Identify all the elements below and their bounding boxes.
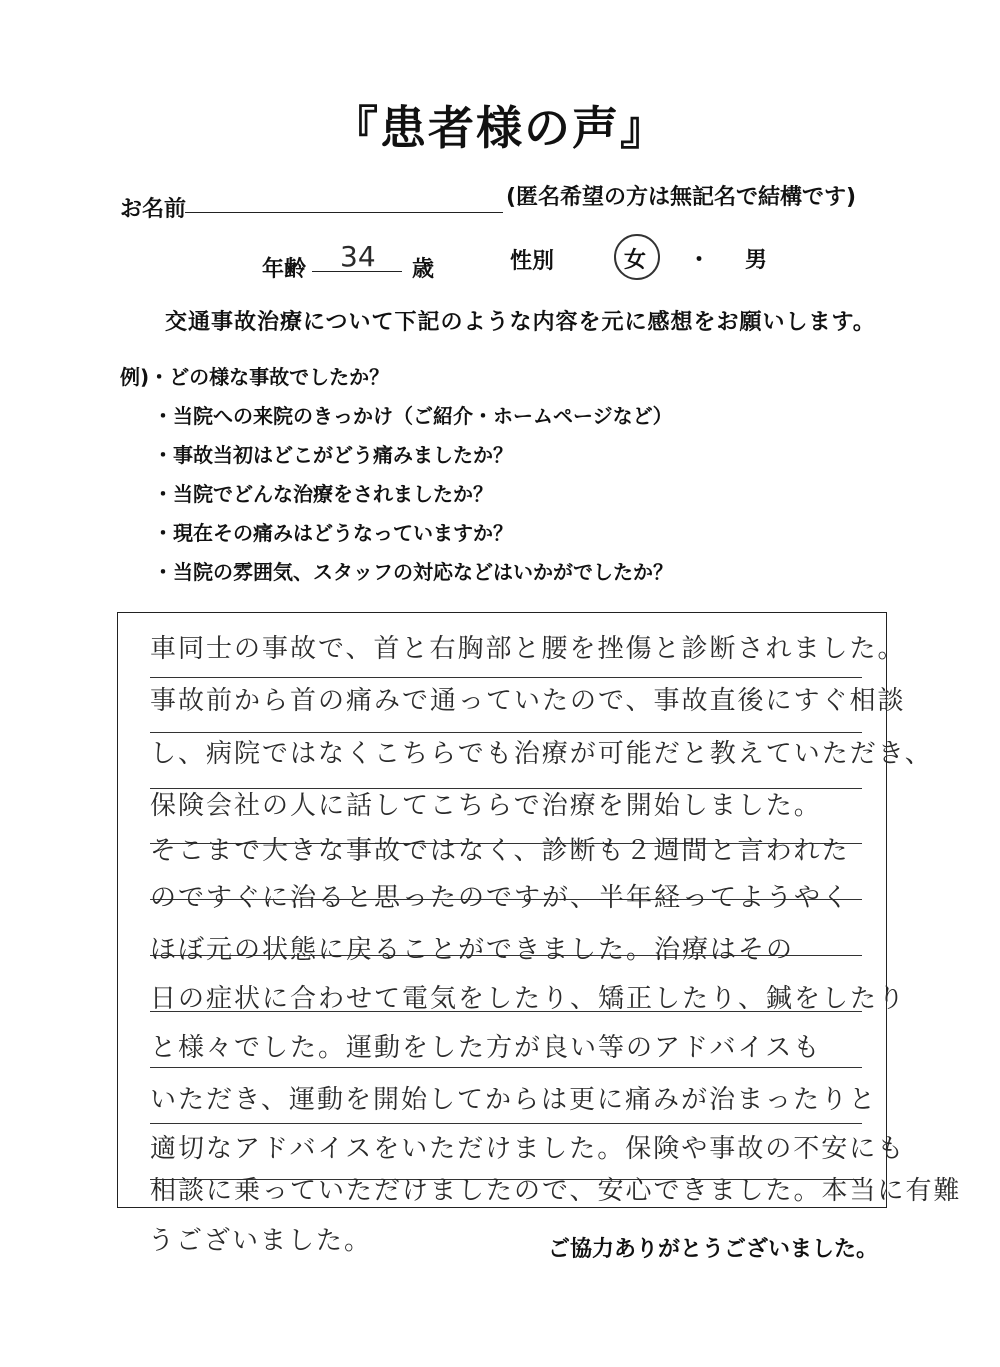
form-title: 『患者様の声』	[332, 101, 668, 155]
response-line: 事故前から首の痛みで通っていたので、事故直後にすぐ相談	[150, 686, 906, 716]
response-line: 保険会社の人に話してこちらで治療を開始しました。	[150, 791, 822, 821]
age-unit: 歳	[412, 257, 435, 282]
ruled-line	[150, 1067, 862, 1068]
example-item: ・現在その痛みはどうなっていますか？	[153, 521, 513, 545]
response-line: 適切なアドバイスをいただけました。保険や事故の不安にも	[150, 1134, 906, 1164]
gender-separator: ・	[688, 248, 711, 273]
response-line: し、病院ではなくこちらでも治療が可能だと教えていただき、	[150, 739, 933, 769]
response-line: と様々でした。運動をした方が良い等のアドバイスも	[150, 1033, 822, 1063]
examples-prefix: 例)	[120, 365, 150, 389]
response-line: 相談に乗っていただけましたので、安心できました。本当に有難	[150, 1176, 962, 1206]
gender-female-option[interactable]: 女	[624, 248, 647, 273]
example-questions	[120, 358, 673, 592]
response-line: うございました。	[148, 1226, 373, 1256]
example-item: ・当院への来院のきっかけ（ご紹介・ホームページなど）	[153, 404, 673, 428]
name-field[interactable]	[185, 212, 503, 213]
name-label: お名前	[120, 197, 187, 222]
example-item: ・当院でどんな治療をされましたか？	[153, 482, 493, 506]
age-value: 34	[340, 240, 376, 273]
response-line: ほぼ元の状態に戻ることができました。治療はその	[150, 935, 795, 965]
ruled-line	[150, 677, 862, 678]
example-item: ・事故当初はどこがどう痛みましたか？	[153, 443, 513, 467]
response-line: のですぐに治ると思ったのですが、半年経ってようやく	[150, 883, 851, 913]
example-text: ・どの様な事故でしたか？	[149, 365, 390, 389]
ruled-line	[150, 1123, 862, 1124]
response-line: 日の症状に合わせて電気をしたり、矯正したり、鍼をしたり	[150, 984, 907, 1014]
anonymous-note: (匿名希望の方は無記名で結構です)	[506, 185, 857, 210]
thanks-message: ご協力ありがとうございました。	[548, 1237, 879, 1262]
response-line: そこまで大きな事故ではなく、診断も２週間と言われた	[150, 836, 850, 866]
response-line: いただき、運動を開始してからは更に痛みが治まったりと	[150, 1085, 877, 1115]
example-item	[120, 358, 673, 397]
gender-male-option[interactable]: 男	[745, 248, 768, 273]
gender-label: 性別	[510, 249, 555, 274]
response-line: 車同士の事故で、首と右胸部と腰を挫傷と診断されました。	[150, 634, 906, 664]
age-label: 年齢	[262, 257, 307, 282]
example-item: ・当院の雰囲気、スタッフの対応などはいかがでしたか？	[153, 560, 673, 584]
instructions: 交通事故治療について下記のような内容を元に感想をお願いします。	[165, 310, 876, 335]
